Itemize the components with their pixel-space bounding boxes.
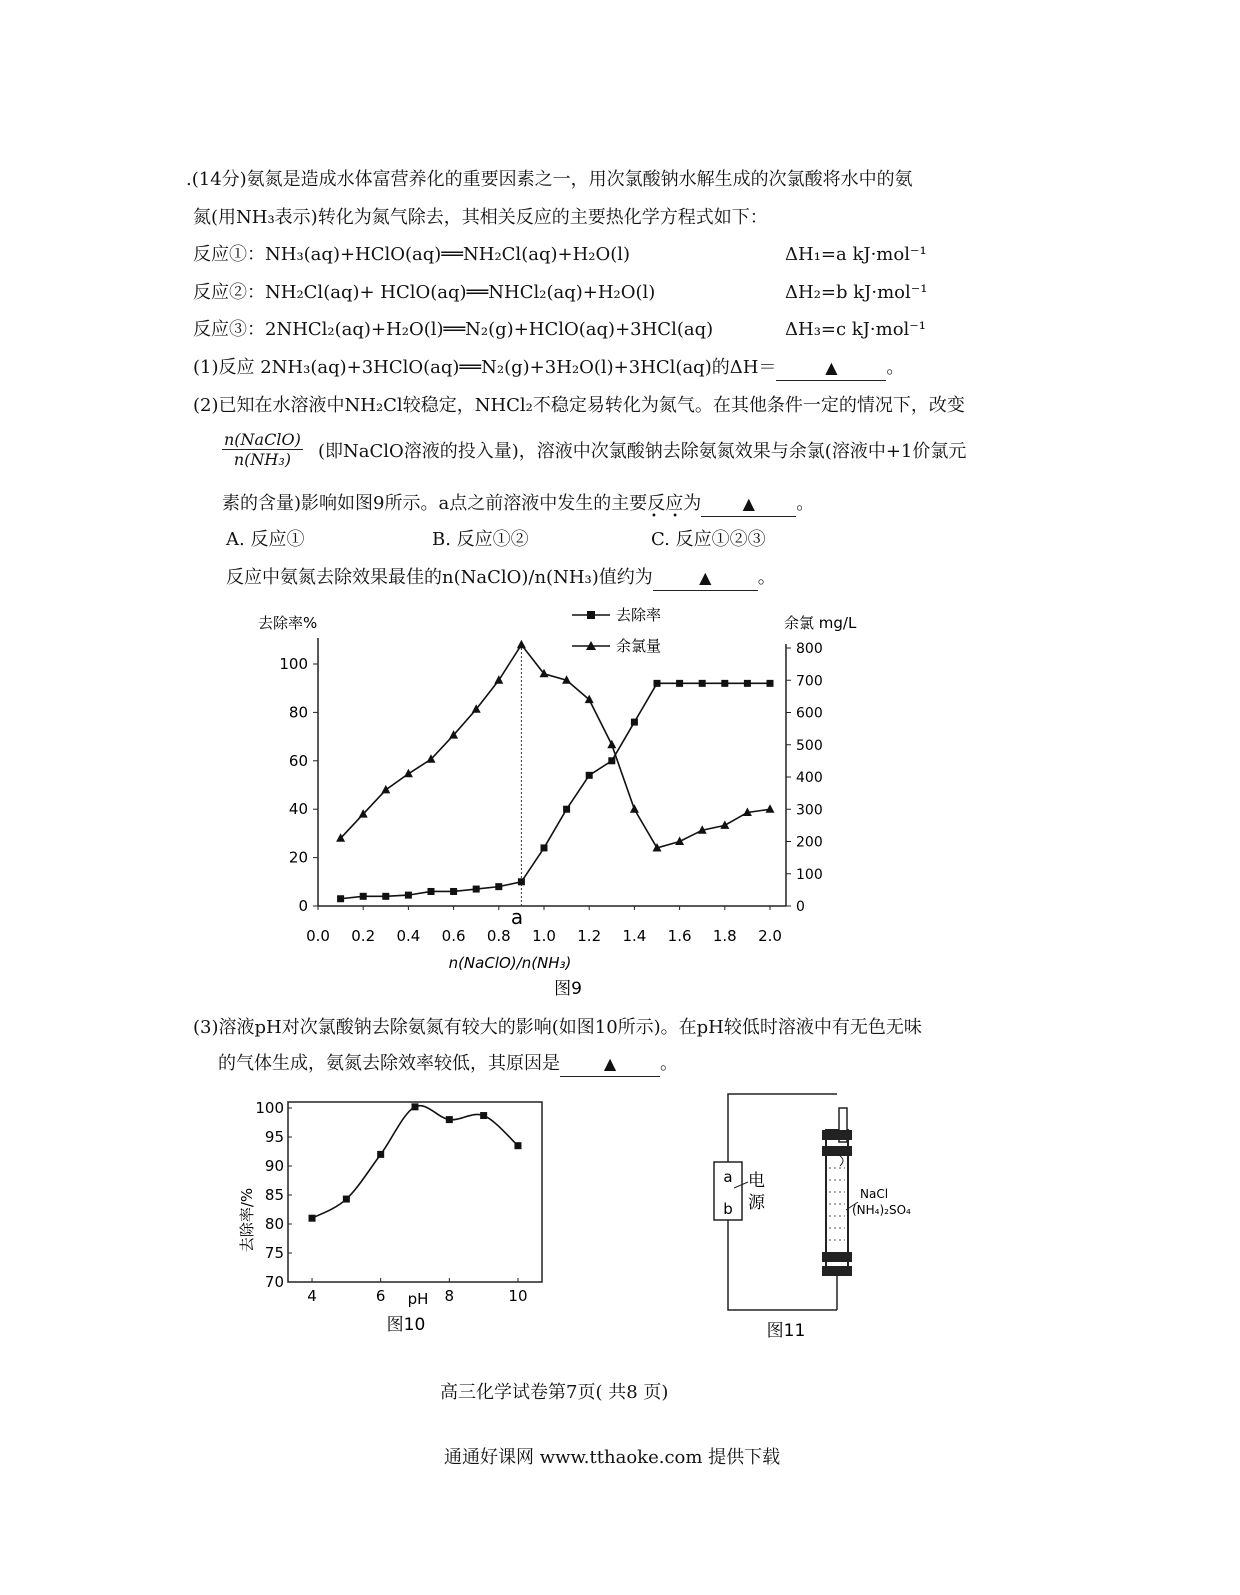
answer-triangle: ▲ bbox=[825, 358, 838, 377]
fig9-residual-point bbox=[766, 804, 775, 813]
fig9-left-tick-label: 40 bbox=[288, 800, 308, 819]
legend-square-icon bbox=[587, 611, 595, 619]
reaction-1-enthalpy: ΔH₁=a kJ·mol⁻¹ bbox=[785, 244, 927, 265]
figure-9-chart bbox=[0, 590, 1240, 1010]
emphasis-dots: • • bbox=[651, 511, 684, 522]
reaction-2-enthalpy: ΔH₂=b kJ·mol⁻¹ bbox=[785, 282, 928, 303]
answer-triangle: ▲ bbox=[603, 1054, 617, 1073]
reaction-1: 反应①：NH₃(aq)+HClO(aq)══NH₂Cl(aq)+H₂O(l) bbox=[193, 244, 631, 265]
fig10-x-axis-label: pH bbox=[407, 1290, 429, 1308]
power-terminal-b: b bbox=[723, 1200, 733, 1218]
fig9-removal-point bbox=[450, 888, 457, 895]
fig11-caption: 图11 bbox=[766, 1321, 806, 1341]
fig9-removal-point bbox=[495, 883, 502, 890]
ratio-fraction bbox=[222, 430, 303, 469]
fig10-x-tick-label: 8 bbox=[444, 1287, 455, 1305]
reaction-3: 反应③：2NHCl₂(aq)+H₂O(l)══N₂(g)+HClO(aq)+3HCl(aq) bbox=[193, 319, 714, 340]
fig9-x-tick-label: 1.2 bbox=[577, 927, 602, 945]
fig9-left-tick-label: 20 bbox=[288, 848, 308, 867]
fig9-left-tick-label: 100 bbox=[279, 655, 308, 673]
fig10-x-tick-label: 6 bbox=[375, 1287, 386, 1305]
answer-blank-3[interactable] bbox=[653, 566, 758, 591]
fig9-right-tick-label: 600 bbox=[796, 705, 823, 722]
fig9-x-tick-label: 1.6 bbox=[667, 927, 692, 945]
fig9-right-tick-label: 700 bbox=[796, 673, 823, 690]
period: 。 bbox=[886, 357, 905, 378]
fig10-y-tick-label: 100 bbox=[255, 1099, 284, 1117]
power-terminal-a: a bbox=[723, 1168, 733, 1186]
answer-blank-2[interactable] bbox=[701, 492, 796, 517]
part-2-line-3 bbox=[222, 492, 814, 517]
option-a[interactable]: A. 反应① bbox=[226, 529, 305, 550]
period: 。 bbox=[796, 493, 815, 514]
fig9-removal-point bbox=[405, 892, 412, 899]
option-b[interactable]: B. 反应①② bbox=[432, 529, 529, 550]
fig9-x-axis-label: n(NaClO)/n(NH₃) bbox=[448, 954, 572, 972]
period: 。 bbox=[660, 1053, 678, 1074]
fig9-x-tick-label: 0.6 bbox=[441, 927, 466, 945]
fig9-removal-point bbox=[518, 878, 525, 885]
fig9-removal-point bbox=[608, 757, 615, 764]
fig9-annotation-a: a bbox=[510, 905, 524, 929]
part-1-text: (1)反应 2NH₃(aq)+3HClO(aq)══N₂(g)+3H₂O(l)+3HCl(aq)的ΔH＝ bbox=[193, 357, 777, 378]
part-2-line-5 bbox=[226, 566, 776, 591]
page-footer: 高三化学试卷第7页( 共8 页) bbox=[440, 1382, 669, 1403]
fig9-right-tick-label: 500 bbox=[796, 737, 823, 754]
fraction-denominator: n(NH₃) bbox=[233, 450, 291, 469]
legend-entry-removal: 去除率 bbox=[616, 606, 662, 624]
fig9-series-removal-line bbox=[341, 683, 770, 898]
figure-11-electrolysis bbox=[700, 1090, 940, 1350]
fig10-plot-frame bbox=[288, 1102, 542, 1282]
fig9-removal-point bbox=[428, 888, 435, 895]
fig9-residual-point bbox=[517, 640, 526, 649]
part-2-text-5: 反应中氨氮去除效果最佳的n(NaClO)/n(NH₃)值约为 bbox=[226, 567, 653, 588]
fig10-y-tick-label: 70 bbox=[264, 1273, 284, 1291]
answer-blank-1[interactable] bbox=[776, 356, 886, 381]
intro-line-2: 氮(用NH₃表示)转化为氮气除去，其相关反应的主要热化学方程式如下： bbox=[193, 207, 768, 228]
answer-blank-4[interactable] bbox=[560, 1052, 660, 1077]
fig9-removal-point bbox=[744, 680, 751, 687]
reaction-2: 反应②：NH₂Cl(aq)+ HClO(aq)══NHCl₂(aq)+H₂O(l) bbox=[193, 282, 656, 303]
fig10-x-tick-label: 10 bbox=[508, 1287, 528, 1305]
fig9-residual-point bbox=[607, 740, 616, 749]
option-c[interactable]: C. 反应①②③ bbox=[651, 529, 766, 550]
answer-triangle: ▲ bbox=[742, 494, 755, 513]
fig9-residual-point bbox=[630, 804, 639, 813]
fig9-right-tick-label: 400 bbox=[796, 770, 823, 786]
bottom-stopper bbox=[822, 1252, 852, 1262]
legend-entry-residual: 余氯量 bbox=[616, 637, 662, 655]
fig9-x-tick-label: 0.8 bbox=[486, 927, 511, 945]
fraction-numerator: n(NaClO) bbox=[224, 430, 301, 449]
fig10-point bbox=[446, 1116, 453, 1123]
part-2-line-1: (2)已知在水溶液中NH₂Cl较稳定，NHCl₂不稳定易转化为氮气。在其他条件一定的情况下，改变 bbox=[193, 395, 965, 416]
fig9-removal-point bbox=[676, 680, 683, 687]
fig9-x-tick-label: 2.0 bbox=[758, 927, 782, 945]
period: 。 bbox=[757, 567, 776, 588]
fig9-left-tick-label: 80 bbox=[288, 703, 308, 722]
fig9-removal-point bbox=[767, 680, 774, 687]
fig9-removal-point bbox=[382, 893, 389, 900]
fig9-removal-point bbox=[360, 893, 367, 900]
fig9-removal-point bbox=[541, 844, 548, 851]
fig10-y-tick-label: 75 bbox=[264, 1244, 284, 1262]
fig9-caption: 图9 bbox=[554, 979, 582, 999]
fig10-point bbox=[377, 1151, 384, 1158]
fig9-residual-point bbox=[404, 769, 413, 778]
part-3-line-1: (3)溶液pH对次氯酸钠去除氨氮有较大的影响(如图10所示)。在pH较低时溶液中有无色无味 bbox=[193, 1017, 922, 1038]
fig9-removal-point bbox=[631, 719, 638, 726]
power-label-2: 源 bbox=[748, 1193, 765, 1213]
fig10-y-axis-label: 去除率/% bbox=[238, 1187, 256, 1253]
fig9-x-tick-label: 1.8 bbox=[712, 927, 737, 945]
fig10-point bbox=[343, 1196, 350, 1203]
fig9-removal-point bbox=[337, 895, 344, 902]
fig10-point bbox=[309, 1215, 316, 1222]
intro-line-1: .(14分)氨氮是造成水体富营养化的重要因素之一，用次氯酸钠水解生成的次氯酸将水中的氨 bbox=[186, 169, 913, 190]
fig9-removal-point bbox=[473, 886, 480, 893]
fig9-removal-point bbox=[721, 680, 728, 687]
fig9-left-tick-label: 0 bbox=[298, 897, 308, 915]
fig9-right-tick-label: 100 bbox=[796, 866, 823, 883]
figure-10-chart bbox=[230, 1090, 550, 1350]
fig10-y-tick-label: 90 bbox=[264, 1157, 284, 1175]
fig10-caption: 图10 bbox=[386, 1315, 426, 1335]
fig9-x-tick-label: 1.0 bbox=[532, 927, 556, 945]
fig10-y-tick-label: 80 bbox=[264, 1215, 284, 1233]
fig9-removal-point bbox=[699, 680, 706, 687]
fig9-removal-point bbox=[654, 680, 661, 687]
fig10-y-tick-label: 85 bbox=[264, 1186, 284, 1204]
fig9-removal-point bbox=[563, 806, 570, 813]
power-label-1: 电 bbox=[748, 1171, 765, 1191]
fig10-point bbox=[412, 1103, 419, 1110]
part-3-text-2: 的气体生成，氨氮去除效率较低，其原因是 bbox=[218, 1053, 560, 1074]
fig9-x-tick-label: 0.4 bbox=[396, 927, 421, 945]
top-stopper bbox=[822, 1130, 852, 1140]
fig9-residual-point bbox=[381, 785, 390, 794]
fig9-left-axis-label: 去除率% bbox=[258, 614, 318, 632]
fig9-right-tick-label: 300 bbox=[796, 802, 823, 819]
fig10-x-tick-label: 4 bbox=[307, 1287, 317, 1305]
part-3-line-2 bbox=[218, 1052, 678, 1077]
fig9-x-tick-label: 0.2 bbox=[351, 927, 376, 945]
fig10-point bbox=[480, 1112, 487, 1119]
fig9-left-tick-label: 60 bbox=[288, 751, 308, 770]
site-footer: 通通好课网 www.tthaoke.com 提供下载 bbox=[444, 1447, 781, 1468]
fig9-x-tick-label: 1.4 bbox=[622, 927, 647, 945]
solution-label-ammonium-sulfate: (NH₄)₂SO₄ bbox=[852, 1203, 911, 1217]
fig9-right-tick-label: 0 bbox=[796, 899, 805, 915]
fig10-y-tick-label: 95 bbox=[264, 1128, 284, 1146]
fig9-right-tick-label: 800 bbox=[796, 641, 823, 657]
part-1 bbox=[193, 356, 904, 381]
solution-label-nacl: NaCl bbox=[860, 1187, 889, 1201]
part-2-text-3: 素的含量)影响如图9所示。a点之前溶液中发生的主要反应为 bbox=[222, 493, 702, 514]
part-2-line-2: (即NaClO溶液的投入量)，溶液中次氯酸钠去除氨氮效果与余氯(溶液中+1价氯元 bbox=[318, 441, 967, 462]
fig9-right-axis-label: 余氯 mg/L bbox=[784, 614, 857, 632]
fig9-removal-point bbox=[586, 772, 593, 779]
fig10-point bbox=[514, 1142, 521, 1149]
reaction-3-enthalpy: ΔH₃=c kJ·mol⁻¹ bbox=[785, 319, 927, 340]
fig9-right-tick-label: 200 bbox=[796, 834, 823, 851]
answer-triangle: ▲ bbox=[699, 568, 712, 587]
fig9-series-residual-line bbox=[341, 645, 770, 848]
fig9-residual-point bbox=[720, 820, 729, 829]
fig9-x-tick-label: 0.0 bbox=[306, 927, 330, 945]
